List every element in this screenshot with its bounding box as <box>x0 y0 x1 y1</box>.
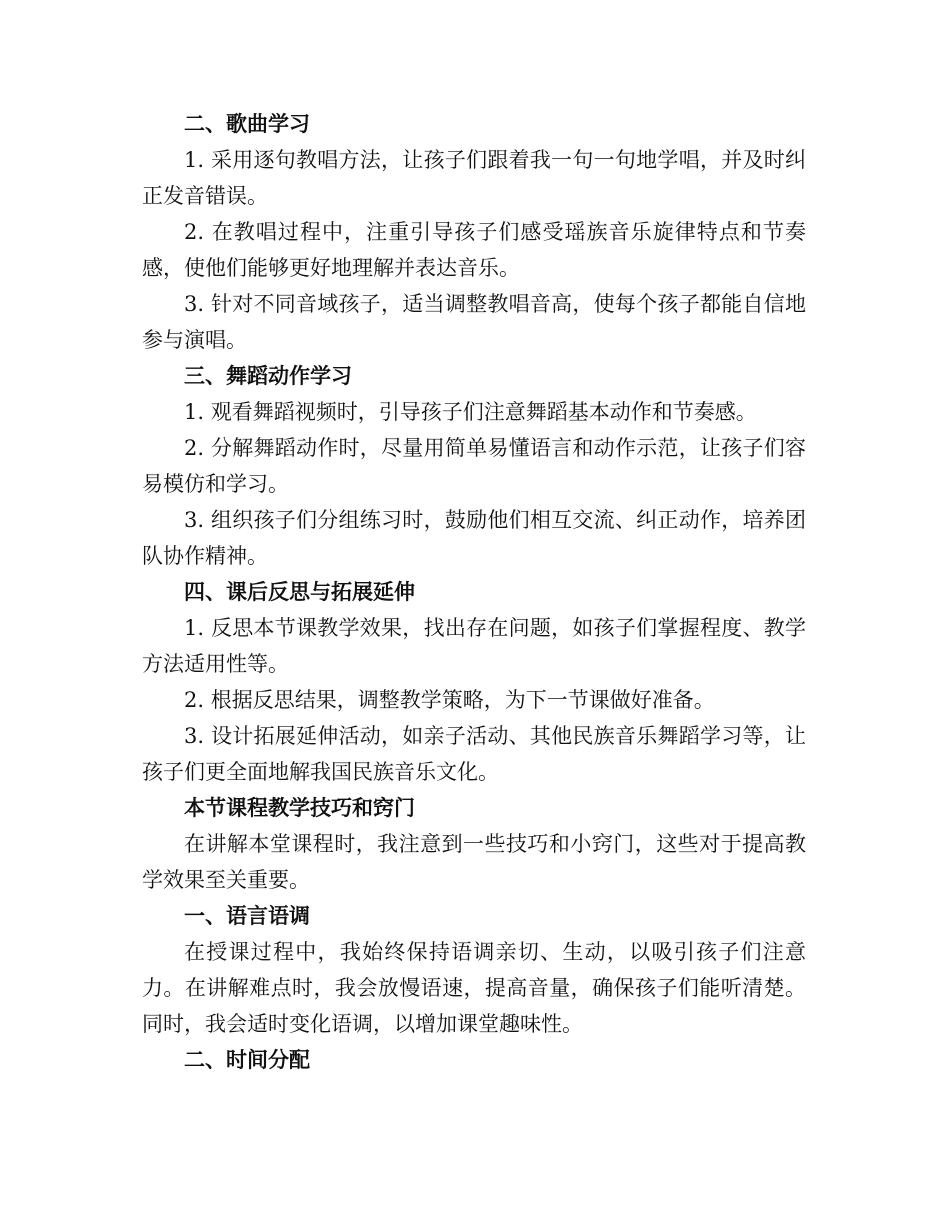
document-body <box>142 106 806 1078</box>
paragraph: 2. 根据反思结果，调整教学策略，为下一节课做好准备。 <box>184 688 715 712</box>
section-heading-language-tone: 一、语言语调 <box>184 903 310 928</box>
paragraph: 2. 在教唱过程中，注重引导孩子们感受瑶族音乐旋律特点和节奏感，使他们能够更好地理解并表达音乐。 <box>142 220 806 280</box>
paragraph: 在讲解本堂课程时，我注意到一些技巧和小窍门，这些对于提高教学效果至关重要。 <box>142 832 806 892</box>
paragraph: 2. 分解舞蹈动作时，尽量用简单易懂语言和动作示范，让孩子们容易模仿和学习。 <box>142 436 806 496</box>
paragraph: 1. 观看舞蹈视频时，引导孩子们注意舞蹈基本动作和节奏感。 <box>184 400 757 424</box>
section-heading-dance-learning: 三、舞蹈动作学习 <box>184 363 352 388</box>
paragraph: 1. 反思本节课教学效果，找出存在问题，如孩子们掌握程度、教学方法适用性等。 <box>142 616 806 676</box>
paragraph: 3. 组织孩子们分组练习时，鼓励他们相互交流、纠正动作，培养团队协作精神。 <box>142 508 806 568</box>
paragraph: 1. 采用逐句教唱方法，让孩子们跟着我一句一句地学唱，并及时纠正发音错误。 <box>142 148 806 208</box>
section-heading-teaching-tips: 本节课程教学技巧和窍门 <box>184 795 415 820</box>
paragraph: 3. 针对不同音域孩子，适当调整教唱音高，使每个孩子都能自信地参与演唱。 <box>142 292 806 352</box>
paragraph: 在授课过程中，我始终保持语调亲切、生动，以吸引孩子们注意力。在讲解难点时，我会放慢语速，提高音量，确保孩子们能听清楚。同时，我会适时变化语调，以增加课堂趣味性。 <box>142 940 806 1036</box>
section-heading-song-learning: 二、歌曲学习 <box>184 111 310 136</box>
section-heading-time-allocation: 二、时间分配 <box>184 1047 310 1072</box>
section-heading-reflection: 四、课后反思与拓展延伸 <box>184 579 415 604</box>
paragraph: 3. 设计拓展延伸活动，如亲子活动、其他民族音乐舞蹈学习等，让孩子们更全面地解我国民族音乐文化。 <box>142 724 806 784</box>
